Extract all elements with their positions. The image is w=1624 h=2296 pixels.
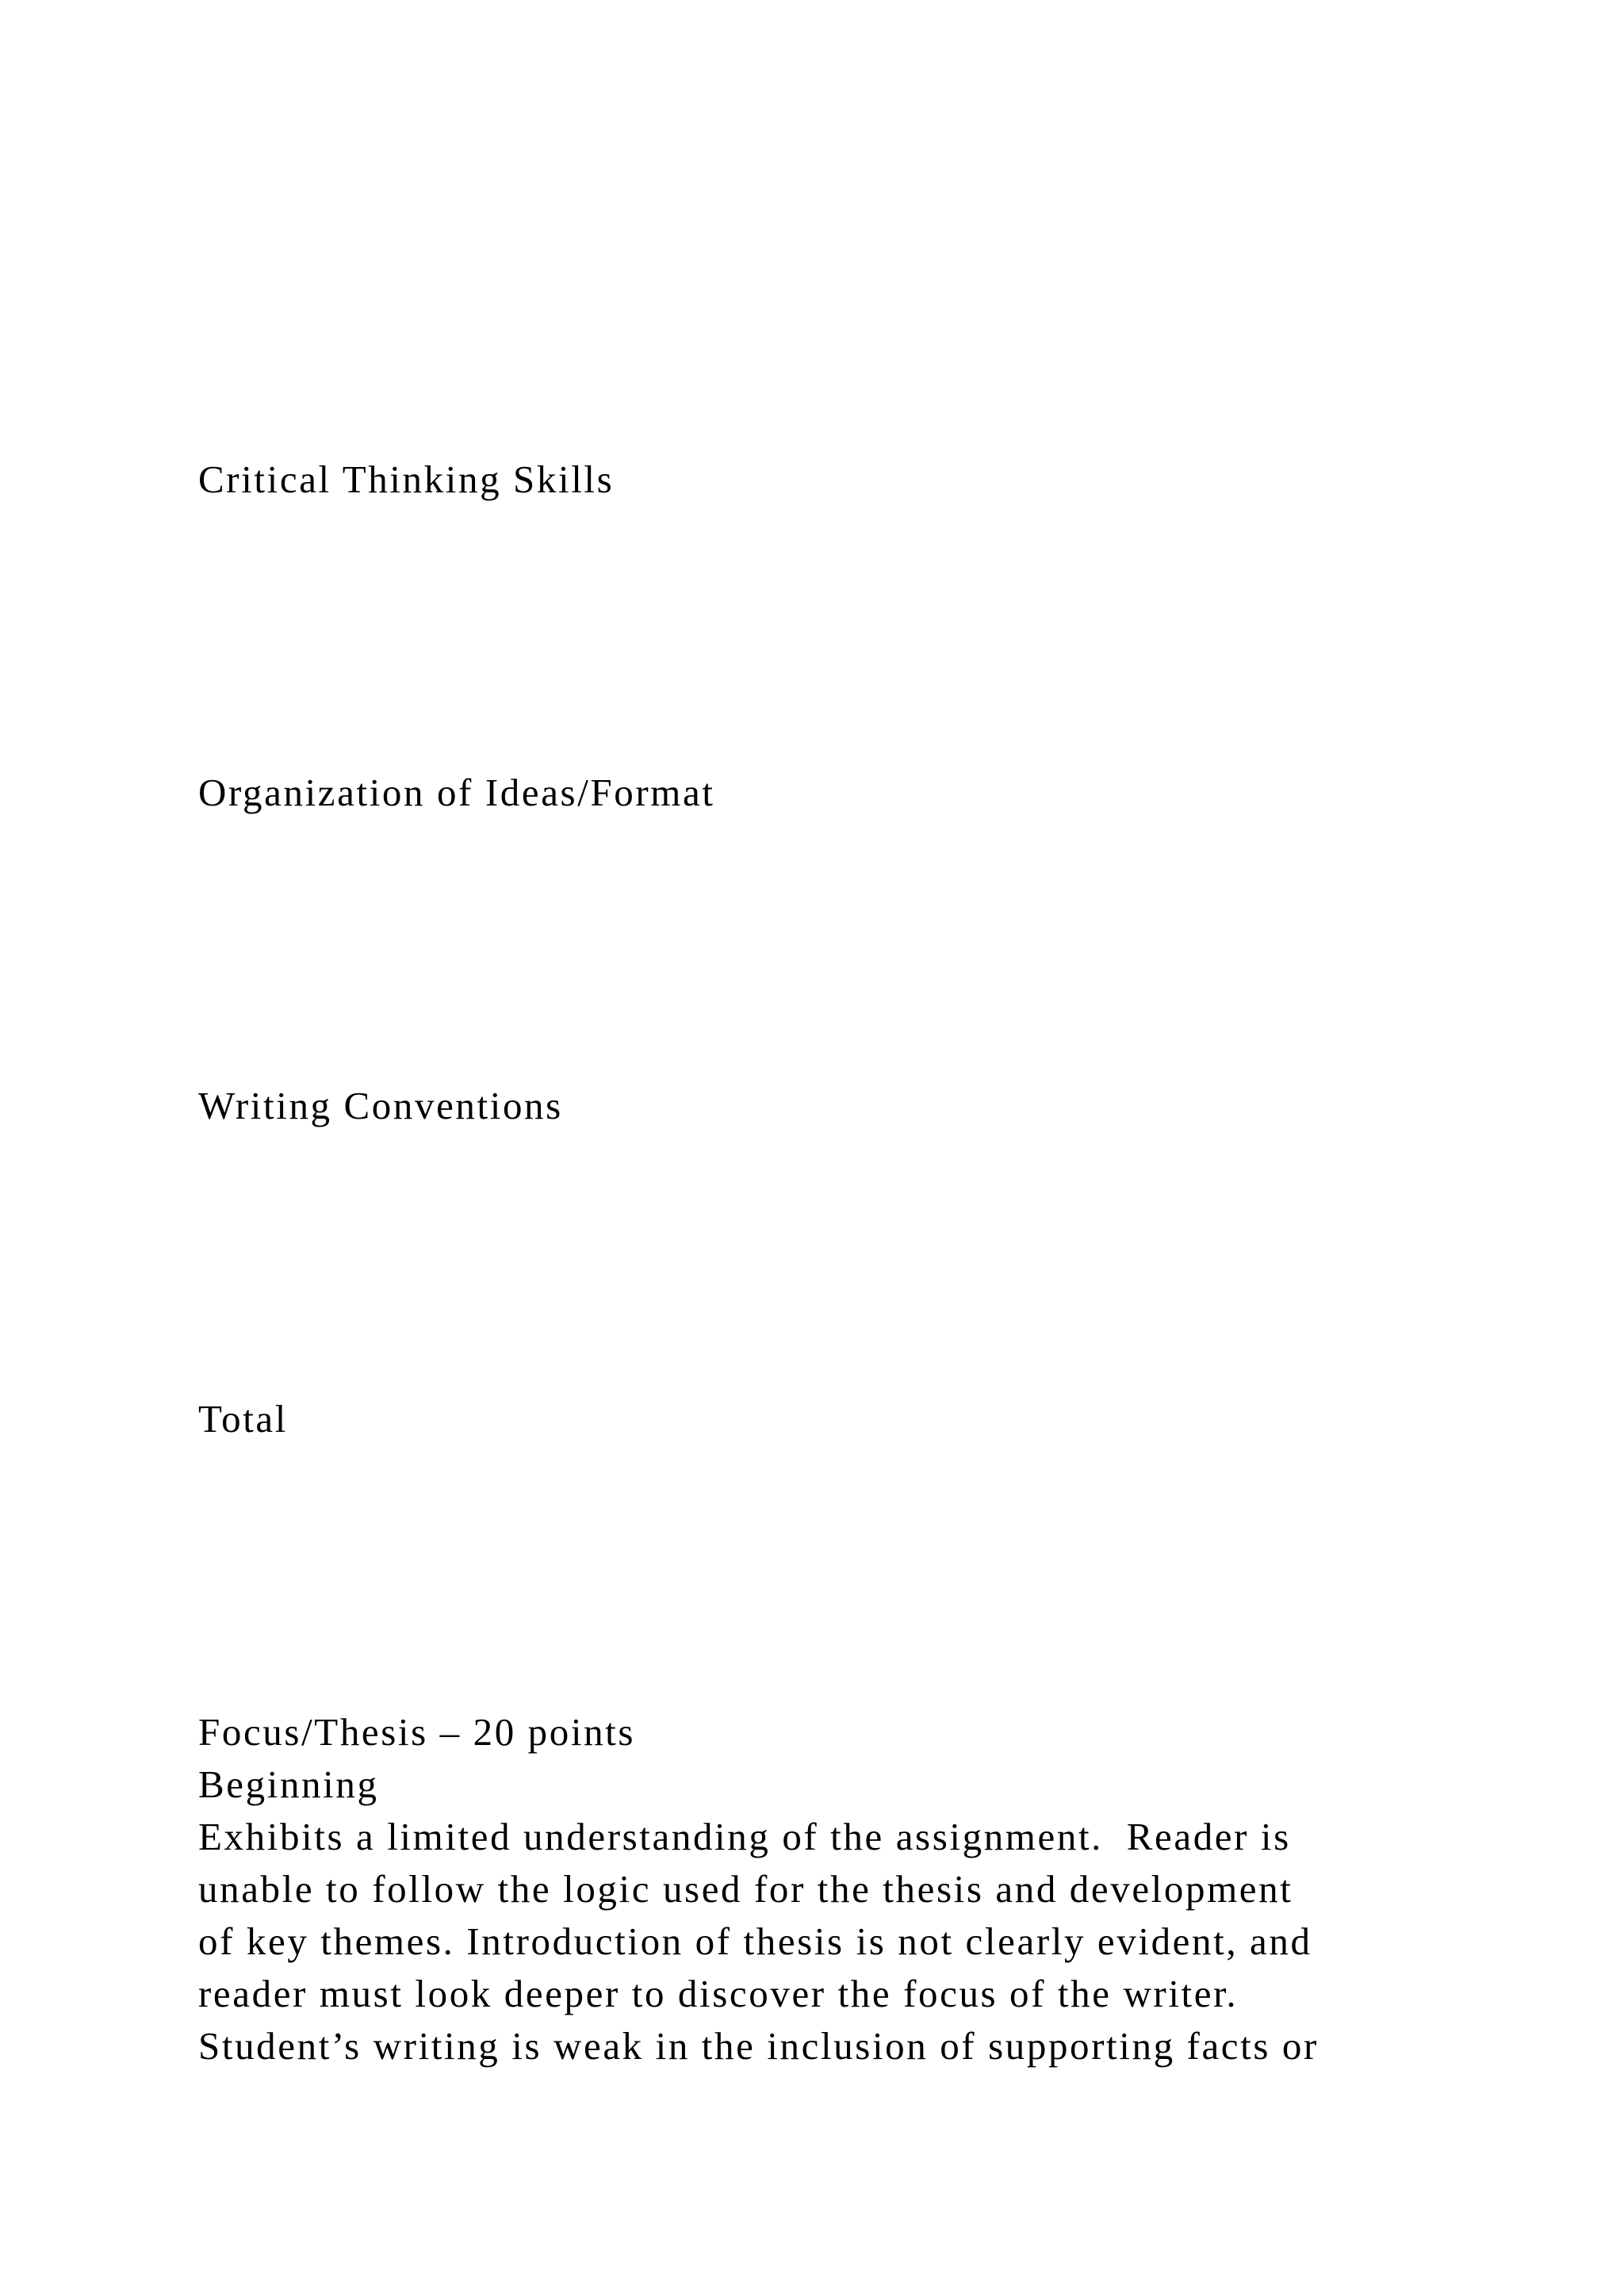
heading-writing-conventions: Writing Conventions	[198, 1084, 563, 1127]
description-line: Student’s writing is weak in the inclusion of supporting facts or	[198, 2024, 1319, 2068]
description-line: Exhibits a limited understanding of the assignment. Reader is	[198, 1815, 1291, 1858]
heading-organization-of-ideas: Organization of Ideas/Format	[198, 771, 715, 814]
rubric-level-label: Beginning	[198, 1762, 379, 1806]
description-line: unable to follow the logic used for the thesis and development	[198, 1867, 1293, 1911]
heading-total: Total	[198, 1397, 288, 1441]
focus-thesis-section	[198, 1706, 1319, 2072]
focus-thesis-title: Focus/Thesis – 20 points	[198, 1710, 636, 1754]
description-line: reader must look deeper to discover the focus of the writer.	[198, 1972, 1239, 2015]
heading-critical-thinking-skills: Critical Thinking Skills	[198, 457, 615, 501]
description-line: of key themes. Introduction of thesis is not clearly evident, and	[198, 1919, 1312, 1963]
